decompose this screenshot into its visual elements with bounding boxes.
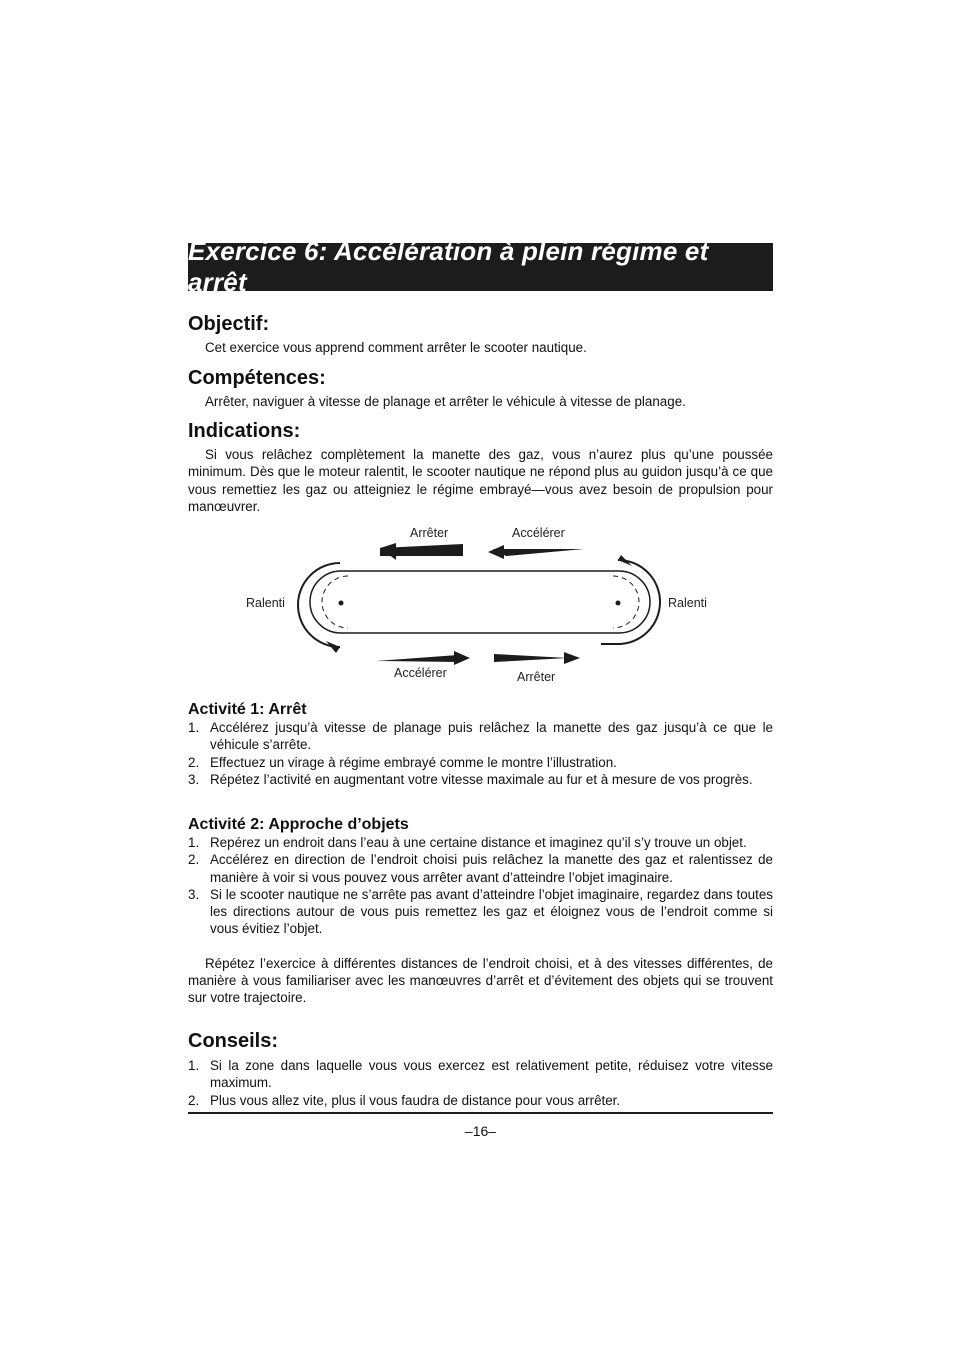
course-diagram [188, 511, 773, 701]
label-bottom-left: Accélérer [394, 666, 447, 680]
buoy-right [616, 601, 621, 606]
section-indications [188, 420, 773, 515]
list-item: 1. Repérez un endroit dans l’eau à une certaine distance et imaginez qu’il s’y trouve un objet. [188, 835, 747, 850]
list-item: 1. Accélérez jusqu’à vitesse de planage puis relâchez la manette des gaz jusqu’à ce que le véhicule s’arrête. [188, 720, 773, 753]
page [188, 236, 773, 1139]
track-outline [310, 571, 650, 633]
indications-text: Si vous relâchez complètement la manette des gaz, vous n’aurez plus qu’une poussée minimum. Dès que le moteur ralentit, le scooter nautique ne répond plus au guidon jusqu’à ce que vous remettiez les gaz ou atteigniez le régime embrayé—vous avez besoin de propulsion pour manœuvrer. [188, 447, 773, 514]
competences-text: Arrêter, naviguer à vitesse de planage et arrêter le véhicule à vitesse de planage. [205, 394, 686, 409]
objectif-text: Cet exercice vous apprend comment arrêter le scooter nautique. [205, 340, 587, 355]
activite2-list [188, 834, 773, 938]
competences-heading: Compétences: [188, 367, 326, 389]
label-right: Ralenti [668, 596, 707, 610]
list-item: 2. Accélérez en direction de l’endroit choisi puis relâchez la manette des gaz et ralentissez de manière à voir si vous pouvez vous arrêter avant d’atteindre l’objet imaginaire. [188, 852, 773, 885]
list-item: 2. Plus vous allez vite, plus il vous faudra de distance pour vous arrêter. [188, 1092, 621, 1108]
arrow-bottom-right [494, 654, 568, 662]
list-item: 3. Répétez l’activité en augmentant votre vitesse maximale au fur et à mesure de vos progrès. [188, 771, 753, 787]
section-objectif [188, 313, 773, 356]
right-arc-head [618, 555, 632, 566]
left-arc-head [326, 641, 340, 653]
indications-heading: Indications: [188, 420, 301, 442]
list-item: 2. Effectuez un virage à régime embrayé comme le montre l’illustration. [188, 754, 617, 770]
arrow-top-right [493, 549, 584, 556]
conseils-heading: Conseils: [188, 1030, 279, 1052]
arrow-top-right-head [488, 545, 504, 559]
list-item: 3. Si le scooter nautique ne s’arrête pas avant d’atteindre l’objet imaginaire, regardez dans toutes les directions autour de vous puis remettez les gaz et éloignez vous de l’endroit comme si vous évitiez l’objet. [188, 886, 773, 937]
left-arc [298, 563, 340, 647]
footer-rule [188, 1112, 773, 1114]
conseils-list [188, 1057, 773, 1109]
section-conseils [188, 1030, 773, 1109]
label-top-right: Accélérer [512, 526, 565, 540]
title-bar [188, 236, 773, 297]
activite2-heading: Activité 2: Approche d’objets [188, 816, 409, 833]
track-dash-left [322, 576, 348, 628]
label-top-left: Arrêter [410, 526, 449, 540]
list-item: 1. Si la zone dans laquelle vous vous exercez est relativement petite, réduisez votre vitesse maximum. [188, 1058, 773, 1091]
activite1-list [188, 719, 773, 788]
activite2-paragraph: Répétez l’exercice à différentes distances de l’endroit choisi, et à des vitesses différentes, de manière à vous familiariser avec les manœuvres d’arrêt et d’évitement des objets qui se trouvent sur votre trajectoire. [188, 955, 773, 1006]
arrow-bottom-right-head [564, 652, 580, 664]
arrow-bottom-left [376, 655, 458, 662]
buoy-left [339, 601, 344, 606]
objectif-heading: Objectif: [188, 313, 270, 335]
arrow-bottom-left-head [454, 651, 470, 665]
activite1-heading: Activité 1: Arrêt [188, 701, 307, 718]
section-competences [188, 367, 773, 410]
page-number: –16– [464, 1123, 497, 1139]
page-title: Exercice 6: Accélération à plein régime et arrêt [188, 236, 709, 297]
label-bottom-right: Arrêter [517, 670, 556, 684]
section-activite2 [188, 816, 773, 1007]
section-activite1 [188, 701, 773, 788]
label-left: Ralenti [246, 596, 285, 610]
